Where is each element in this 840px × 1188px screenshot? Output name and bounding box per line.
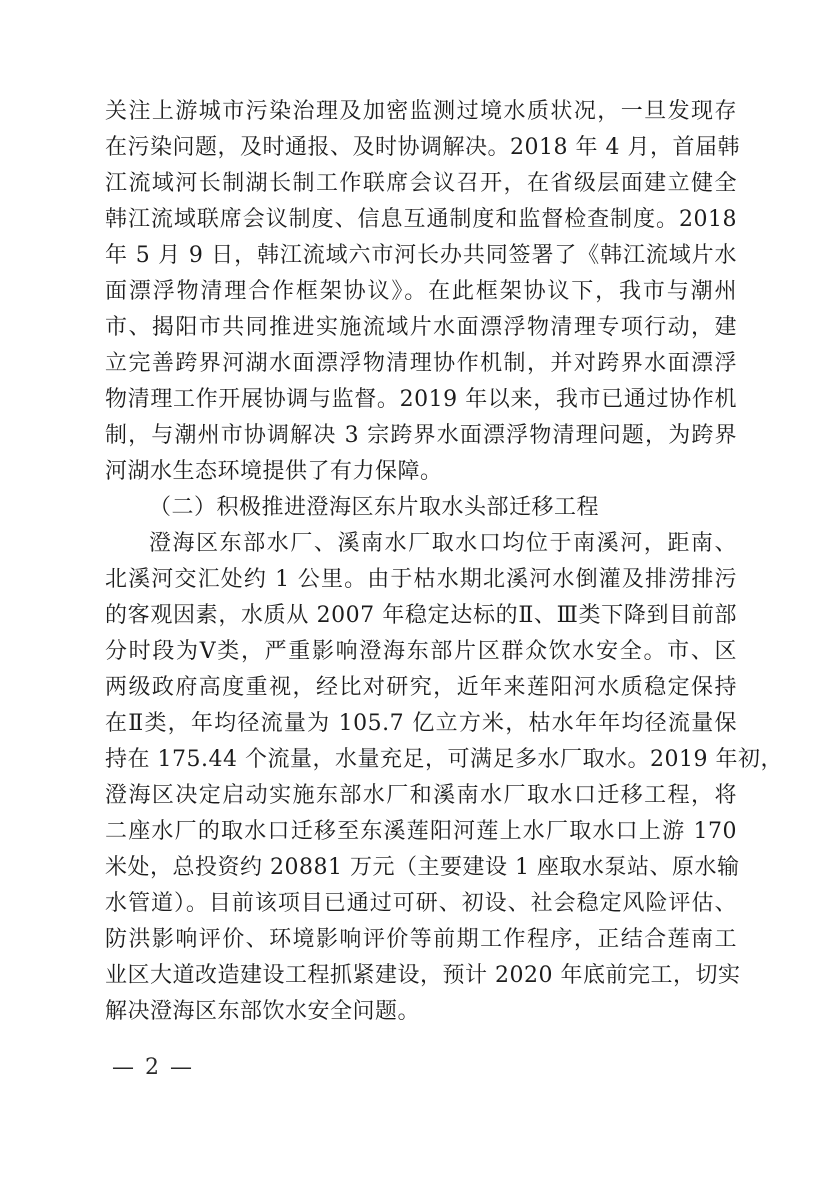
body-text-line: 的客观因素，水质从 2007 年稳定达标的Ⅱ、Ⅲ类下降到目前部 — [105, 603, 737, 628]
body-text-line: 分时段为Ⅴ类，严重影响澄海东部片区群众饮水安全。市、区 — [105, 639, 737, 664]
body-text-line: 在污染问题，及时通报、及时协调解决。2018 年 4 月，首届韩 — [105, 135, 740, 160]
body-text-line: 在Ⅱ类，年均径流量为 105.7 亿立方米，枯水年年均径流量保 — [105, 711, 737, 736]
body-text-line: 米处，总投资约 20881 万元（主要建设 1 座取水泵站、原水输 — [105, 855, 740, 880]
body-text-line: 澄海区东部水厂、溪南水厂取水口均位于南溪河，距南、 — [149, 531, 737, 556]
document-body — [105, 94, 783, 1030]
section-heading: （二）积极推进澄海区东片取水头部迁移工程 — [149, 495, 600, 520]
body-text-line: 二座水厂的取水口迁移至东溪莲阳河莲上水厂取水口上游 170 — [105, 819, 737, 844]
body-text-line: 解决澄海区东部饮水安全问题。 — [105, 999, 421, 1024]
body-text-line: 年 5 月 9 日，韩江流域六市河长办共同签署了《韩江流域片水 — [105, 243, 737, 268]
body-text-line: 持在 175.44 个流量，水量充足，可满足多水厂取水。2019 年初， — [105, 747, 783, 772]
body-text-line: 河湖水生态环境提供了有力保障。 — [105, 459, 443, 484]
body-text-line: 制，与潮州市协调解决 3 宗跨界水面漂浮物清理问题，为跨界 — [105, 423, 737, 448]
body-text-line: 澄海区决定启动实施东部水厂和溪南水厂取水口迁移工程，将 — [105, 783, 737, 808]
body-text-line: 防洪影响评价、环境影响评价等前期工作程序，正结合莲南工 — [105, 927, 737, 952]
body-text-line: 韩江流域联席会议制度、信息互通制度和监督检查制度。2018 — [105, 207, 737, 232]
body-text-line: 关注上游城市污染治理及加密监测过境水质状况，一旦发现存 — [105, 99, 737, 124]
body-text-line: 市、揭阳市共同推进实施流域片水面漂浮物清理专项行动，建 — [105, 315, 737, 340]
page-number: — 2 — — [112, 1055, 194, 1080]
body-text-line: 立完善跨界河湖水面漂浮物清理协作机制，并对跨界水面漂浮 — [105, 351, 737, 376]
body-text-line: 业区大道改造建设工程抓紧建设，预计 2020 年底前完工，切实 — [105, 963, 741, 988]
body-text-line: 水管道）。目前该项目已通过可研、初设、社会稳定风险评估、 — [105, 891, 737, 916]
body-text-line: 江流域河长制湖长制工作联席会议召开，在省级层面建立健全 — [105, 171, 737, 196]
body-text-line: 两级政府高度重视，经比对研究，近年来莲阳河水质稳定保持 — [105, 675, 737, 700]
body-text-line: 北溪河交汇处约 1 公里。由于枯水期北溪河水倒灌及排涝排污 — [105, 567, 737, 592]
body-text-line: 面漂浮物清理合作框架协议》。在此框架协议下，我市与潮州 — [105, 279, 737, 304]
body-text-line: 物清理工作开展协调与监督。2019 年以来，我市已通过协作机 — [105, 387, 737, 412]
